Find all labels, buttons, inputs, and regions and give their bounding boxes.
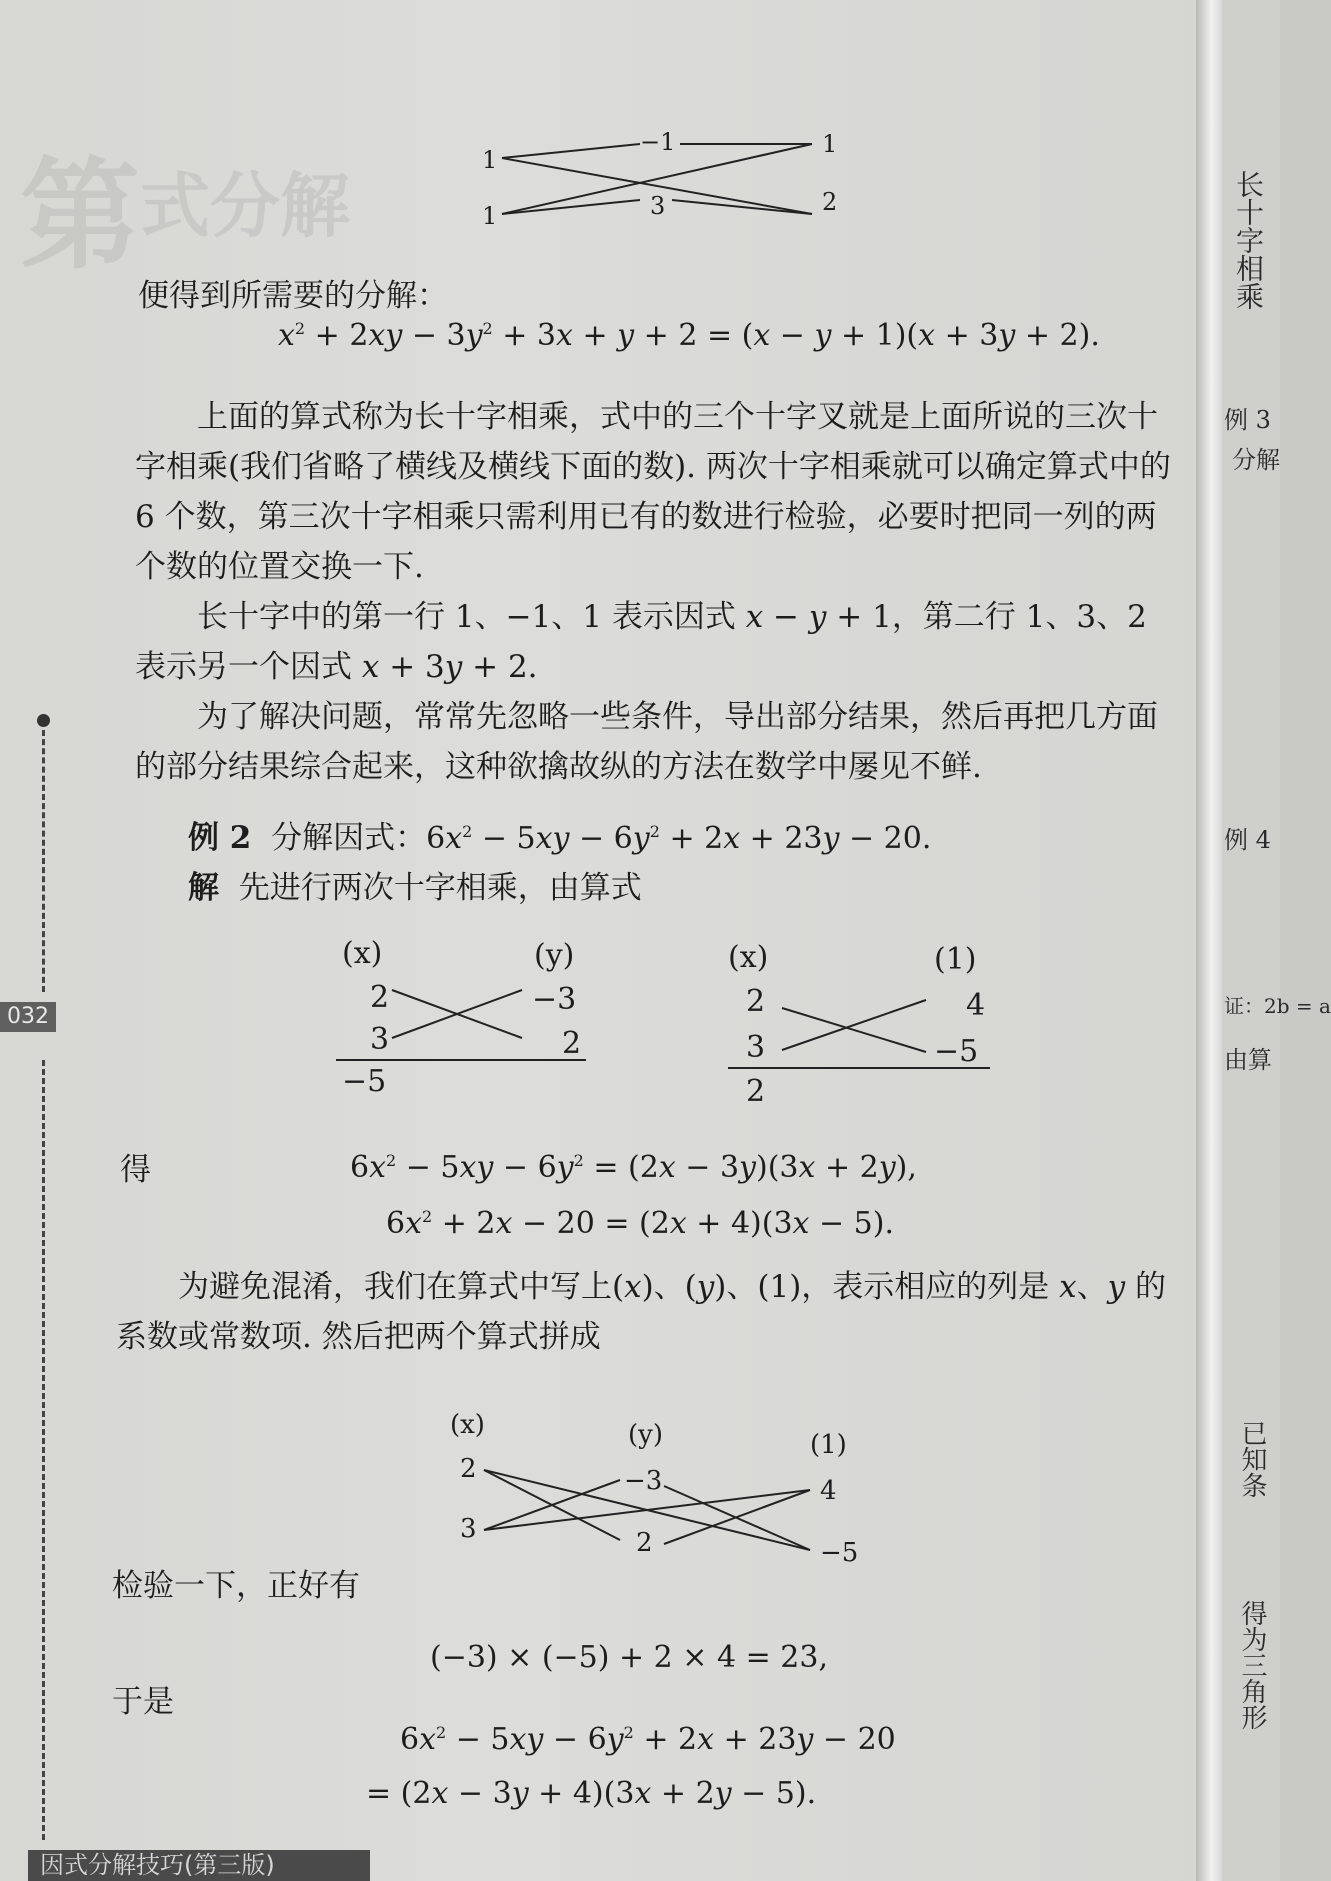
diagram1-r2c3: 2 (822, 188, 838, 216)
diagram1-r1c2: −1 (640, 128, 676, 156)
diagram3-r2c1: 3 (460, 1514, 477, 1544)
next-page-text: 已知条 (1237, 1420, 1267, 1498)
intro-text: 便得到所需要的分解： (138, 278, 448, 314)
cross-left-a1: 2 (370, 980, 390, 1015)
paragraph-long-cross: 上面的算式称为长十字相乘，式中的三个十字叉就是上面所说的三次十字相乘(我们省略了横线及横线下面的数). 两次十字相乘就可以确定算式中的 6 个数，第三次十字相乘只需利用已有的数进行检验，必要时把同一列的两个数的位置交换一下. (135, 399, 1171, 585)
next-page-text: 例 4 (1224, 826, 1271, 854)
next-page-text: 由算 (1224, 1046, 1272, 1074)
cross-right-a2: 3 (746, 1030, 766, 1065)
equation-check: (−3) × (−5) + 2 × 4 = 23, (430, 1640, 828, 1675)
book-spine (1196, 0, 1222, 1881)
paragraph-labels: 为避免混淆，我们在算式中写上(x)、(y)、(1)，表示相应的列是 x、y 的 系数或常数项. 然后把两个算式拼成 (116, 1269, 1167, 1355)
diagram3-r2c2: 2 (636, 1528, 653, 1558)
diagram1-r2c1: 1 (482, 202, 498, 230)
paragraph-method: 为了解决问题，常常先忽略一些条件，导出部分结果，然后再把几方面的部分结果综合起来，这种欲擒故纵的方法在数学中屡见不鲜. (135, 699, 1158, 785)
next-page-text: 长十字相乘 (1232, 170, 1265, 310)
diagram3-r1c1: 2 (460, 1454, 477, 1484)
de-label: 得 (120, 1152, 151, 1188)
cross-right-header-x: (x) (728, 940, 769, 975)
bleed-through-text: 第 (20, 147, 140, 286)
cross-right-a1: 2 (746, 984, 766, 1019)
equation-final-rhs: = (2x − 3y + 4)(3x + 2y − 5). (366, 1776, 817, 1811)
diagram3-header-x: (x) (450, 1410, 485, 1440)
cross-left-a2: 3 (370, 1022, 390, 1057)
bleed-through-text: 式分解 (140, 165, 350, 247)
cross-right-b2: −5 (934, 1034, 979, 1069)
diagram1-r2c2: 3 (650, 192, 666, 220)
next-page-text: 分解 (1232, 446, 1280, 474)
equation-cross-left: $6x^2 - 5xy - 6y^2 = (2x - 3y)(3x + 2y)$, (350, 1150, 917, 1185)
diagram1-r1c3: 1 (822, 130, 838, 158)
diagram3-r1c2: −3 (624, 1466, 663, 1496)
p2-part2: ，第二行 1、3、2 表示另一个因式 (135, 599, 1147, 685)
diagram1-r1c1: 1 (482, 146, 498, 174)
next-page-text: 例 3 (1224, 406, 1271, 434)
diagram3-r2c3: −5 (820, 1538, 859, 1568)
margin-dashed-line (42, 1060, 45, 1840)
margin-dashed-line (42, 730, 45, 992)
margin-dot (37, 714, 50, 727)
footer-title: 因式分解技巧(第三版) (28, 1850, 370, 1881)
equation-final-lhs: $6x^2 - 5xy - 6y^2 + 2x + 23y - 20$ (400, 1722, 896, 1757)
equation-factorization-1: $x^2 + 2xy - 3y^2 + 3x + y + 2 = (x - y + 1)(x + 3y + 2)$. (278, 318, 1100, 353)
cross-left-b2: 2 (562, 1026, 582, 1061)
next-page-edge (1222, 0, 1331, 1881)
next-page-text: 得为三角形 (1237, 1600, 1267, 1730)
example-2: 例 2 分解因式：$6x^2 - 5xy - 6y^2 + 2x + 23y - 20$. (188, 820, 932, 856)
check-text: 检验一下，正好有 (112, 1568, 360, 1604)
diagram3-header-y: (y) (628, 1420, 663, 1450)
cross-right-header-1: (1) (934, 942, 977, 977)
p4-part1: 为避免混淆，我们在算式中写上( (178, 1269, 625, 1305)
example-text: 分解因式： (271, 820, 427, 856)
diagram3-header-1: (1) (810, 1430, 847, 1460)
solution-text: 先进行两次十字相乘，由算式 (238, 870, 642, 906)
cross-left-header-x: (x) (342, 936, 383, 971)
next-page-text: 证：2b = a (1224, 994, 1331, 1018)
cross-left-b1: −3 (532, 982, 577, 1017)
equation-cross-right: $6x^2 + 2x - 20 = (2x + 4)(3x - 5)$. (386, 1206, 894, 1241)
solution-label: 解 (188, 870, 219, 906)
example-label: 例 2 (188, 820, 252, 856)
diagram3-r1c3: 4 (820, 1476, 837, 1506)
p4-part2: 系数或常数项. 然后把两个算式拼成 (116, 1319, 601, 1355)
cross-left-sum: −5 (342, 1064, 387, 1099)
cross-right-b1: 4 (966, 988, 986, 1023)
cross-left-header-y: (y) (534, 938, 575, 973)
page-number: 032 (0, 1002, 56, 1032)
yushi-label: 于是 (112, 1684, 174, 1720)
p2-part1: 长十字中的第一行 1、−1、1 表示因式 (197, 599, 746, 635)
cross-right-sum: 2 (746, 1074, 766, 1109)
paragraph-rows: 长十字中的第一行 1、−1、1 表示因式 x − y + 1，第二行 1、3、2 表示另一个因式 x + 3y + 2. (135, 599, 1147, 685)
